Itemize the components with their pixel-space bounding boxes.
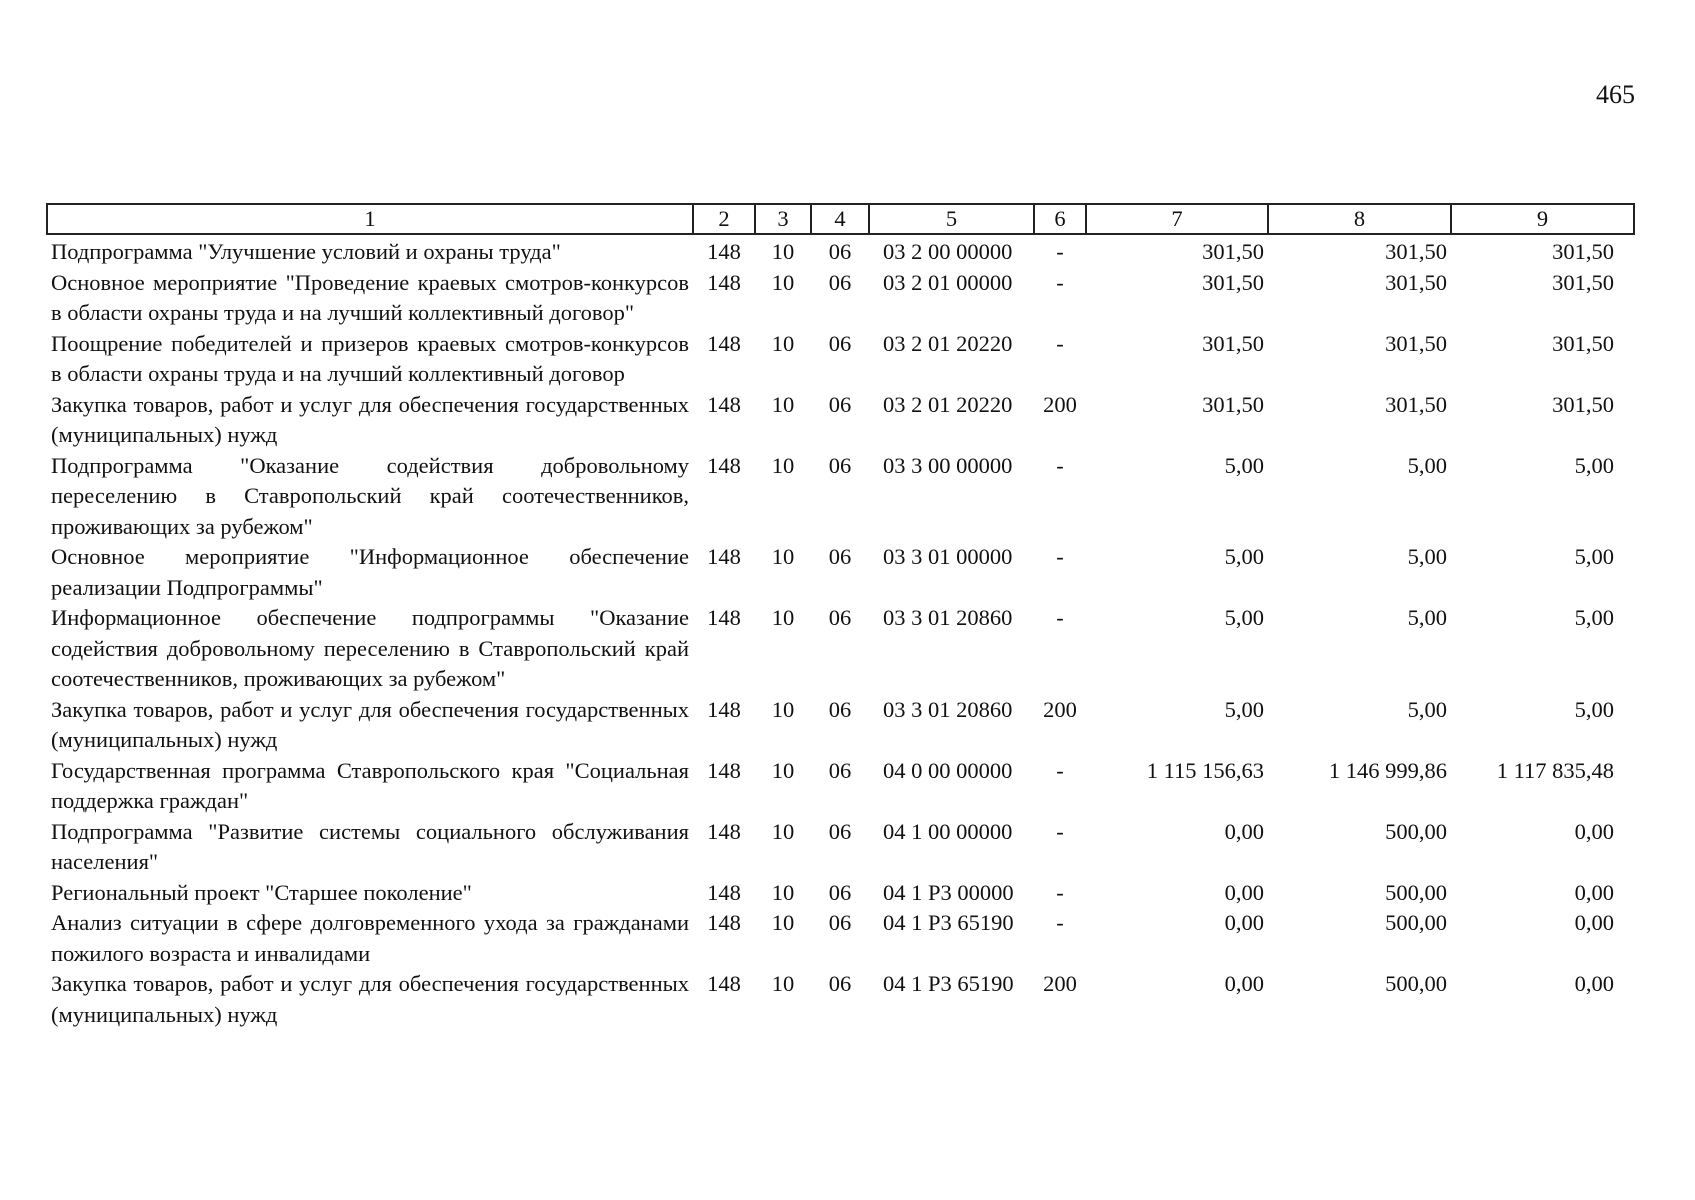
table-row: [47, 329, 1634, 390]
cell-col-4: 06: [828, 330, 852, 356]
cell-col-7: 0,00: [1224, 971, 1264, 996]
table-body: [47, 234, 1634, 1030]
row-name-cell: Основное мероприятие "Проведение краевых смотров-конкурсов в области охраны труда и на лучший коллективный договор": [51, 269, 689, 325]
budget-table: [46, 203, 1635, 1030]
cell-col-2: 148: [707, 818, 741, 844]
table-row: [47, 817, 1634, 878]
cell-col-9: 5,00: [1574, 605, 1614, 630]
cell-col-2: 148: [707, 757, 741, 783]
cell-col-8: 500,00: [1385, 879, 1447, 905]
cell-col-6: -: [1056, 239, 1064, 264]
cell-col-9: 0,00: [1574, 910, 1614, 935]
row-name-cell: Государственная программа Ставропольского края "Социальная поддержка граждан": [51, 757, 689, 813]
cell-col-7: 5,00: [1224, 605, 1264, 630]
cell-col-2: 148: [707, 452, 741, 478]
cell-col-6: 200: [1043, 971, 1077, 996]
table-row: [47, 969, 1634, 1030]
cell-col-6: 200: [1043, 696, 1077, 722]
cell-col-4: 06: [828, 239, 852, 264]
cell-col-7: 5,00: [1224, 544, 1264, 569]
cell-col-4: 06: [828, 605, 852, 630]
cell-col-6: -: [1056, 757, 1064, 783]
cell-col-2: 148: [707, 910, 741, 935]
column-header: 1: [47, 204, 693, 234]
row-name-cell: Информационное обеспечение подпрограммы "Оказание содействия добровольному переселению в Ставропольский край соотечественников, проживающих за рубежом": [51, 605, 689, 691]
table-header-row: [47, 204, 1634, 234]
column-header: 5: [869, 204, 1034, 234]
cell-col-5: 04 0 00 00000: [883, 757, 1013, 783]
row-name-cell: Основное мероприятие "Информационное обеспечение реализации Подпрограммы": [51, 544, 689, 600]
cell-col-7: 301,50: [1202, 239, 1264, 264]
table-row: [47, 908, 1634, 969]
cell-col-4: 06: [828, 696, 852, 722]
cell-col-5: 04 1 P3 00000: [883, 879, 1014, 905]
cell-col-8: 500,00: [1385, 971, 1447, 996]
cell-col-9: 301,50: [1552, 269, 1614, 295]
cell-col-4: 06: [828, 910, 852, 935]
column-header: 7: [1086, 204, 1268, 234]
page-number: 465: [1596, 80, 1635, 109]
cell-col-8: 1 146 999,86: [1328, 757, 1447, 783]
column-header: 8: [1268, 204, 1451, 234]
cell-col-9: 5,00: [1574, 544, 1614, 569]
row-name-cell: Подпрограмма "Улучшение условий и охраны труда": [51, 239, 561, 264]
cell-col-7: 301,50: [1202, 330, 1264, 356]
table-row: [47, 603, 1634, 695]
cell-col-4: 06: [828, 452, 852, 478]
cell-col-3: 10: [771, 879, 795, 905]
cell-col-2: 148: [707, 269, 741, 295]
cell-col-2: 148: [707, 605, 741, 630]
cell-col-2: 148: [707, 330, 741, 356]
cell-col-8: 5,00: [1407, 452, 1447, 478]
cell-col-3: 10: [771, 696, 795, 722]
table-row: [47, 268, 1634, 329]
table-row: [47, 695, 1634, 756]
cell-col-8: 5,00: [1407, 605, 1447, 630]
cell-col-9: 0,00: [1574, 818, 1614, 844]
cell-col-8: 301,50: [1385, 239, 1447, 264]
column-header: 3: [755, 204, 811, 234]
table-row: [47, 390, 1634, 451]
cell-col-7: 0,00: [1224, 879, 1264, 905]
cell-col-5: 03 3 01 20860: [883, 605, 1013, 630]
cell-col-5: 04 1 00 00000: [883, 818, 1013, 844]
table-row: [47, 234, 1634, 268]
cell-col-5: 03 2 01 00000: [883, 269, 1013, 295]
cell-col-3: 10: [771, 971, 795, 996]
cell-col-6: 200: [1043, 391, 1077, 417]
cell-col-9: 301,50: [1552, 330, 1614, 356]
column-header: 6: [1034, 204, 1086, 234]
cell-col-6: -: [1056, 879, 1064, 905]
cell-col-4: 06: [828, 544, 852, 569]
row-name-cell: Региональный проект "Старшее поколение": [51, 879, 472, 905]
cell-col-9: 301,50: [1552, 239, 1614, 264]
cell-col-9: 5,00: [1574, 696, 1614, 722]
cell-col-6: -: [1056, 452, 1064, 478]
cell-col-4: 06: [828, 818, 852, 844]
cell-col-9: 5,00: [1574, 452, 1614, 478]
cell-col-7: 5,00: [1224, 452, 1264, 478]
cell-col-3: 10: [771, 330, 795, 356]
table-row: [47, 451, 1634, 543]
cell-col-9: 301,50: [1552, 391, 1614, 417]
cell-col-4: 06: [828, 269, 852, 295]
cell-col-3: 10: [771, 544, 795, 569]
cell-col-5: 03 2 01 20220: [883, 330, 1013, 356]
cell-col-6: -: [1056, 269, 1064, 295]
cell-col-2: 148: [707, 971, 741, 996]
cell-col-6: -: [1056, 818, 1064, 844]
row-name-cell: Подпрограмма "Оказание содействия добровольному переселению в Ставропольский край соотечественников, проживающих за рубежом": [51, 452, 689, 539]
cell-col-8: 301,50: [1385, 330, 1447, 356]
cell-col-2: 148: [707, 696, 741, 722]
cell-col-5: 03 2 00 00000: [883, 239, 1013, 264]
cell-col-8: 301,50: [1385, 269, 1447, 295]
cell-col-7: 0,00: [1224, 818, 1264, 844]
cell-col-3: 10: [771, 910, 795, 935]
column-header: 9: [1451, 204, 1634, 234]
cell-col-8: 301,50: [1385, 391, 1447, 417]
cell-col-3: 10: [771, 452, 795, 478]
row-name-cell: Подпрограмма "Развитие системы социального обслуживания населения": [51, 818, 689, 874]
column-header: 4: [811, 204, 869, 234]
cell-col-6: -: [1056, 330, 1064, 356]
cell-col-4: 06: [828, 879, 852, 905]
cell-col-3: 10: [771, 605, 795, 630]
table-row: [47, 756, 1634, 817]
cell-col-7: 1 115 156,63: [1146, 757, 1264, 783]
cell-col-4: 06: [828, 971, 852, 996]
cell-col-5: 04 1 P3 65190: [883, 910, 1014, 935]
cell-col-5: 03 2 01 20220: [883, 391, 1013, 417]
cell-col-9: 1 117 835,48: [1496, 757, 1614, 783]
cell-col-8: 5,00: [1407, 696, 1447, 722]
cell-col-8: 5,00: [1407, 544, 1447, 569]
column-header: 2: [693, 204, 755, 234]
cell-col-8: 500,00: [1385, 910, 1447, 935]
table-row: [47, 878, 1634, 909]
cell-col-4: 06: [828, 391, 852, 417]
cell-col-7: 301,50: [1202, 269, 1264, 295]
cell-col-8: 500,00: [1385, 818, 1447, 844]
cell-col-2: 148: [707, 544, 741, 569]
cell-col-2: 148: [707, 239, 741, 264]
row-name-cell: Закупка товаров, работ и услуг для обеспечения государственных (муниципальных) нужд: [51, 971, 689, 1027]
row-name-cell: Анализ ситуации в сфере долговременного ухода за гражданами пожилого возраста и инвалидами: [51, 910, 689, 966]
cell-col-4: 06: [828, 757, 852, 783]
cell-col-6: -: [1056, 910, 1064, 935]
cell-col-3: 10: [771, 391, 795, 417]
cell-col-7: 301,50: [1202, 391, 1264, 417]
cell-col-7: 5,00: [1224, 696, 1264, 722]
cell-col-7: 0,00: [1224, 910, 1264, 935]
cell-col-5: 03 3 00 00000: [883, 452, 1013, 478]
cell-col-3: 10: [771, 757, 795, 783]
row-name-cell: Закупка товаров, работ и услуг для обеспечения государственных (муниципальных) нужд: [51, 391, 689, 447]
cell-col-9: 0,00: [1574, 879, 1614, 905]
cell-col-6: -: [1056, 544, 1064, 569]
cell-col-5: 03 3 01 20860: [883, 696, 1013, 722]
cell-col-3: 10: [771, 269, 795, 295]
row-name-cell: Закупка товаров, работ и услуг для обеспечения государственных (муниципальных) нужд: [51, 696, 689, 752]
cell-col-3: 10: [771, 818, 795, 844]
table-row: [47, 542, 1634, 603]
cell-col-5: 03 3 01 00000: [883, 544, 1013, 569]
row-name-cell: Поощрение победителей и призеров краевых смотров-конкурсов в области охраны труда и на лучший коллективный договор: [51, 330, 689, 386]
cell-col-6: -: [1056, 605, 1064, 630]
cell-col-2: 148: [707, 391, 741, 417]
cell-col-3: 10: [771, 239, 795, 264]
cell-col-5: 04 1 P3 65190: [883, 971, 1014, 996]
cell-col-2: 148: [707, 879, 741, 905]
cell-col-9: 0,00: [1574, 971, 1614, 996]
